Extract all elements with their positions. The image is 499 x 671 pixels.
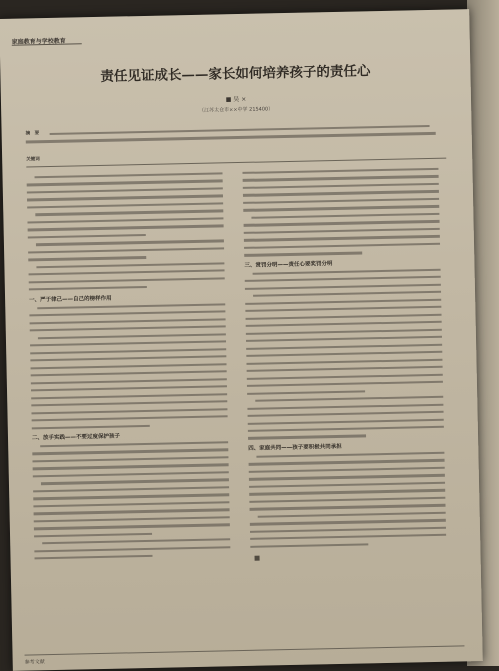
text-line xyxy=(246,314,442,320)
text-line xyxy=(249,467,445,473)
text-line xyxy=(248,411,444,417)
text-line xyxy=(34,546,230,552)
text-line xyxy=(29,286,147,291)
text-line xyxy=(28,256,146,261)
text-line xyxy=(249,489,445,495)
text-line xyxy=(247,390,365,395)
text-line xyxy=(246,336,442,342)
text-line xyxy=(246,328,442,334)
text-line xyxy=(28,247,224,253)
abstract-block xyxy=(26,122,446,149)
text-line xyxy=(244,243,440,249)
text-line xyxy=(36,262,224,268)
right-column xyxy=(242,168,446,553)
text-line xyxy=(27,187,223,193)
text-line xyxy=(32,456,228,462)
text-line xyxy=(35,172,223,178)
text-line xyxy=(29,277,225,283)
text-line xyxy=(245,276,441,282)
text-line xyxy=(27,195,223,201)
text-line xyxy=(33,471,229,477)
text-line xyxy=(255,396,443,402)
text-line xyxy=(243,198,439,204)
text-line xyxy=(30,340,226,346)
text-line xyxy=(246,321,442,327)
text-line xyxy=(30,318,226,324)
text-line xyxy=(33,464,229,470)
text-line xyxy=(243,205,439,211)
text-line xyxy=(33,494,229,500)
text-line xyxy=(42,539,230,545)
text-line xyxy=(258,512,446,518)
keywords-label: 关键词 xyxy=(26,157,40,163)
text-line xyxy=(28,234,146,239)
section-tag: 家庭教育与学校教育 xyxy=(12,35,82,45)
text-line xyxy=(32,415,228,421)
footer-divider xyxy=(25,645,465,655)
abstract-label: 摘 要 xyxy=(25,131,40,137)
text-line xyxy=(256,452,444,458)
text-line xyxy=(242,168,438,174)
text-line xyxy=(250,504,446,510)
text-line xyxy=(36,240,224,246)
article-title: 责任见证成长——家长如何培养孩子的责任心 xyxy=(100,63,371,85)
text-line xyxy=(38,333,226,339)
text-line xyxy=(34,509,230,515)
article-affiliation: （江苏太仓市××中学 215400） xyxy=(199,106,274,114)
text-line xyxy=(244,228,440,234)
end-mark-icon xyxy=(255,555,260,560)
text-line xyxy=(28,225,224,231)
text-line xyxy=(41,479,229,485)
text-line xyxy=(37,303,225,309)
text-line xyxy=(245,306,441,312)
text-line xyxy=(27,202,223,208)
text-line xyxy=(34,524,230,530)
text-line xyxy=(247,403,443,409)
text-line xyxy=(250,527,446,533)
text-line xyxy=(243,183,439,189)
text-line xyxy=(249,482,445,488)
magazine-page xyxy=(0,9,483,671)
text-line xyxy=(249,459,445,465)
text-line xyxy=(31,385,227,391)
text-line xyxy=(31,393,227,399)
text-line xyxy=(246,343,442,349)
text-line xyxy=(31,378,227,384)
text-line xyxy=(34,533,152,538)
text-line xyxy=(249,474,445,480)
text-line xyxy=(35,210,223,216)
text-line xyxy=(247,373,443,379)
text-line xyxy=(29,270,225,276)
text-line xyxy=(251,213,439,219)
text-line xyxy=(247,381,443,387)
text-line xyxy=(248,435,366,440)
section-heading: 二、放手实践——不要过度保护孩子 xyxy=(31,433,121,442)
text-line xyxy=(33,501,229,507)
text-line xyxy=(40,441,228,447)
text-line xyxy=(35,555,153,560)
text-line xyxy=(30,355,226,361)
text-line xyxy=(243,175,439,181)
text-line xyxy=(31,400,227,406)
text-line xyxy=(248,426,444,432)
left-column xyxy=(27,172,231,565)
text-line xyxy=(27,180,223,186)
section-heading: 四、家庭共同——孩子要积极共同承担 xyxy=(248,443,342,452)
section-heading: 一、严于律己——自己的榜样作用 xyxy=(29,295,112,304)
text-line xyxy=(250,534,446,540)
text-line xyxy=(30,348,226,354)
text-line xyxy=(253,291,441,297)
text-line xyxy=(248,418,444,424)
text-line xyxy=(245,299,441,305)
text-line xyxy=(243,190,439,196)
text-line xyxy=(34,516,230,522)
text-line xyxy=(31,370,227,376)
text-line xyxy=(245,284,441,290)
text-line xyxy=(244,220,440,226)
text-line xyxy=(31,363,227,369)
footer-label: 参考文献 xyxy=(24,659,45,666)
text-line xyxy=(27,217,223,223)
article-author: ■ 吴 × xyxy=(225,95,247,104)
text-line xyxy=(250,543,368,548)
text-line xyxy=(246,351,442,357)
text-line xyxy=(244,252,362,257)
text-line xyxy=(31,408,227,414)
text-line xyxy=(32,449,228,455)
section-heading: 三、赏罚分明——责任心要奖罚分明 xyxy=(244,260,333,269)
text-line xyxy=(253,269,441,275)
text-line xyxy=(247,366,443,372)
text-line xyxy=(32,424,150,429)
text-line xyxy=(33,486,229,492)
text-line xyxy=(30,326,226,332)
text-line xyxy=(249,497,445,503)
text-line xyxy=(244,235,440,241)
text-line xyxy=(250,519,446,525)
text-line xyxy=(246,358,442,364)
keywords-row xyxy=(26,148,446,163)
text-line xyxy=(29,311,225,317)
